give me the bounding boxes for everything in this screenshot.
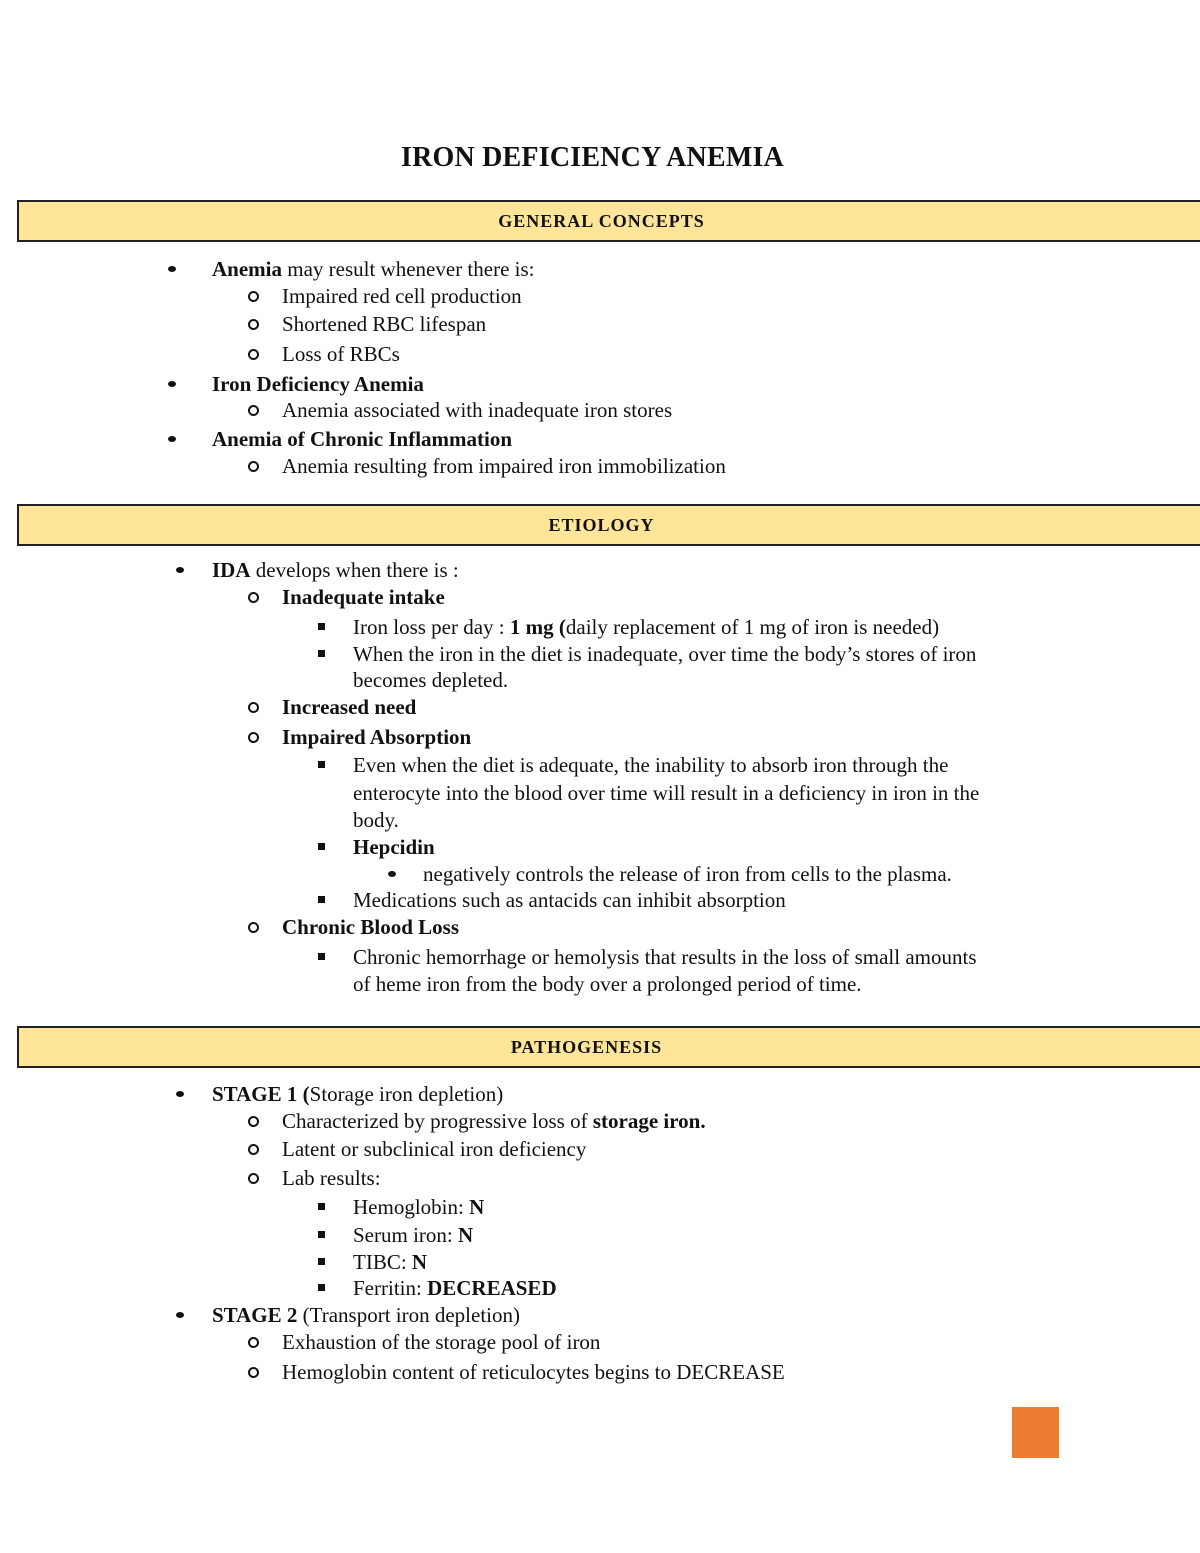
circle-bullet-icon <box>248 1337 259 1348</box>
circle-bullet-icon <box>248 405 259 416</box>
square-bullet-icon <box>318 650 325 657</box>
bullet-icon <box>388 871 396 877</box>
circle-bullet-icon <box>248 1144 259 1155</box>
circle-bullet-icon <box>248 319 259 330</box>
circle-bullet-icon <box>248 1367 259 1378</box>
circle-bullet-icon <box>248 349 259 360</box>
circle-bullet-icon <box>248 592 259 603</box>
square-bullet-icon <box>318 1203 325 1210</box>
square-bullet-icon <box>318 953 325 960</box>
circle-bullet-icon <box>248 1116 259 1127</box>
page-title: IRON DEFICIENCY ANEMIA <box>401 142 784 173</box>
bullet-icon <box>176 1312 184 1318</box>
circle-bullet-icon <box>248 291 259 302</box>
bullet-icon <box>168 266 176 272</box>
bullet-icon <box>168 381 176 387</box>
square-bullet-icon <box>318 623 325 630</box>
square-bullet-icon <box>318 1258 325 1265</box>
page-marker-square <box>1012 1407 1059 1458</box>
circle-bullet-icon <box>248 922 259 933</box>
section-header-pathogenesis: PATHOGENESIS <box>17 1026 1200 1068</box>
bullet-icon <box>176 1091 184 1097</box>
square-bullet-icon <box>318 1231 325 1238</box>
square-bullet-icon <box>318 761 325 768</box>
bullet-icon <box>176 567 184 573</box>
square-bullet-icon <box>318 896 325 903</box>
square-bullet-icon <box>318 1284 325 1291</box>
circle-bullet-icon <box>248 1173 259 1184</box>
circle-bullet-icon <box>248 702 259 713</box>
section-header-etiology: ETIOLOGY <box>17 504 1200 546</box>
circle-bullet-icon <box>248 461 259 472</box>
bullet-icon <box>168 436 176 442</box>
square-bullet-icon <box>318 843 325 850</box>
section-header-general-concepts: GENERAL CONCEPTS <box>17 200 1200 242</box>
circle-bullet-icon <box>248 732 259 743</box>
